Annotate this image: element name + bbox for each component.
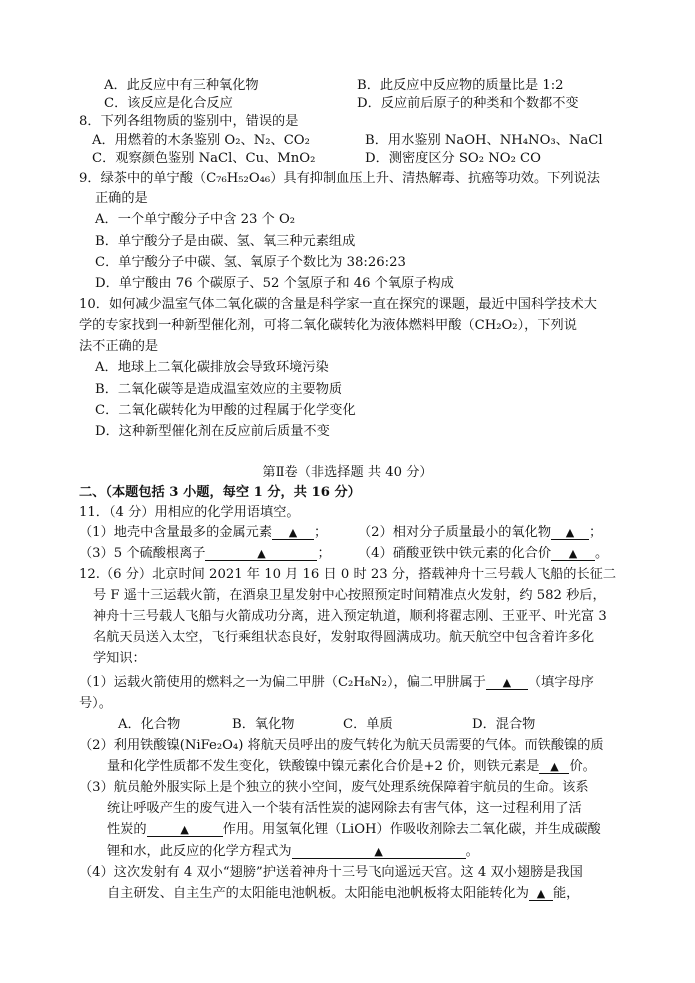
q7-option-b: B．此反应中反应物的质量比是 1:2 <box>357 78 564 93</box>
q11-answer-blank-1[interactable] <box>272 526 314 540</box>
q11-part2-text: （2）相对分子质量最小的氧化物 <box>358 525 552 540</box>
q12-sub4-line1: （4）这次发射有 4 双小“翅膀”护送着神舟十三号飞向遥远天宫。这 4 双小翅膀是我国 <box>79 865 583 880</box>
q12-option-a: A．化合物 <box>118 717 181 732</box>
q8-option-b: B．用水鉴别 NaOH、NH₄NO₃、NaCl <box>365 133 603 148</box>
q12-option-c: C．单质 <box>343 717 393 732</box>
q12-sub1-line2: 号）。 <box>79 696 112 711</box>
q12-line4: 名航天员送入太空，飞行乘组状态良好，发射取得圆满成功。航天航空中包含着许多化 <box>93 630 595 645</box>
q8-option-c: C．观察颜色鉴别 NaCl、Cu、MnO₂ <box>92 151 316 166</box>
q12-sub3-equation-text: 锂和水，此反应的化学方程式为 <box>107 844 292 859</box>
q10-stem-line3: 法不正确的是 <box>79 339 159 354</box>
q9-option-b: B．单宁酸分子是由碳、氢、氧三种元素组成 <box>95 234 356 249</box>
answer-triangle-icon: ▲ <box>180 823 189 836</box>
q9-option-a: A．一个单宁酸分子中含 23 个 O₂ <box>95 212 296 227</box>
q12-sub1-line1 <box>79 676 594 690</box>
section2-heading: 二、（本题包括 3 小题，每空 1 分，共 16 分） <box>79 485 361 500</box>
q12-option-d: D．混合物 <box>472 717 536 732</box>
q12-sub3-text: 性炭的 <box>107 822 147 837</box>
q12-sub1-text: （1）运载火箭使用的燃料之一为偏二甲肼（C₂H₈N₂），偏二甲肼属于 <box>79 675 486 690</box>
q7-option-d: D．反应前后原子的种类和个数都不变 <box>357 96 579 111</box>
answer-triangle-icon: ▲ <box>502 676 512 689</box>
answer-triangle-icon: ▲ <box>565 526 575 539</box>
q9-stem-line2: 正确的是 <box>95 191 148 206</box>
q12-sub4-text: 自主研发、自主生产的太阳能电池帆板。太阳能电池帆板将太阳能转化为 <box>107 886 529 901</box>
answer-triangle-icon: ▲ <box>257 547 266 560</box>
q12-line2: 号 F 遥十三运载火箭，在酒泉卫星发射中心按照预定时间精准点火发射，约 582 秒后， <box>93 588 606 603</box>
q12-sub4-line2 <box>107 887 579 901</box>
answer-triangle-icon: ▲ <box>288 526 298 539</box>
q9-stem-line1: 9．绿茶中的单宁酸（C₇₆H₅₂O₄₆）具有抑制血压上升、清热解毒、抗癌等功效。下列说法 <box>79 171 600 186</box>
q11-part1-text: （1）地壳中含量最多的金属元素 <box>79 525 273 540</box>
q11-part2-end: ； <box>589 525 603 540</box>
q12-answer-blank-4[interactable] <box>292 845 466 859</box>
q11-part4-text: （4）硝酸亚铁中铁元素的化合价 <box>358 546 552 561</box>
q11-answer-blank-3[interactable] <box>205 547 317 561</box>
q12-answer-blank-2[interactable] <box>539 760 569 774</box>
q11-part2 <box>358 526 602 540</box>
q7-option-c: C．该反应是化合反应 <box>104 96 233 111</box>
q10-option-d: D．这种新型催化剂在反应前后质量不变 <box>95 424 330 439</box>
q10-option-b: B．二氧化碳等是造成温室效应的主要物质 <box>95 382 343 397</box>
q12-sub2-end: 价。 <box>569 759 596 774</box>
q8-stem: 8．下列各组物质的鉴别中，错误的是 <box>79 114 299 129</box>
q12-answer-blank-5[interactable] <box>529 887 553 901</box>
q11-part3-text: （3）5 个硫酸根离子 <box>79 546 206 561</box>
q11-part3 <box>79 547 331 561</box>
q11-part1-end: ； <box>314 525 328 540</box>
q12-sub4-end: 能， <box>553 886 580 901</box>
q10-stem-line1: 10．如何减少温室气体二氧化碳的含量是科学家一直在探究的课题，最近中国科学技术大 <box>79 297 597 312</box>
q8-option-d: D．测密度区分 SO₂ NO₂ CO <box>365 151 541 166</box>
q12-sub3-tail: 作用。用氢氧化锂（LiOH）作吸收剂除去二氧化碳，并生成碳酸 <box>222 822 601 837</box>
q12-option-b: B．氧化物 <box>232 717 295 732</box>
q12-line1: 12.（6 分）北京时间 2021 年 10 月 16 日 0 时 23 分，搭载神舟十三号载人飞船的长征二 <box>79 567 617 582</box>
q12-sub3-line1: （3）航员舱外服实际上是个独立的狭小空间，废气处理系统保障着宇航员的生命。该系 <box>79 780 589 795</box>
q11-answer-blank-2[interactable] <box>551 526 589 540</box>
q11-part3-end: ； <box>317 546 331 561</box>
q8-option-a: A．用燃着的木条鉴别 O₂、N₂、CO₂ <box>92 133 310 148</box>
q11-part1 <box>79 526 327 540</box>
q12-answer-blank-1[interactable] <box>486 676 528 690</box>
q9-option-c: C．单宁酸分子中碳、氢、氧原子个数比为 38:26:23 <box>95 255 406 270</box>
answer-triangle-icon: ▲ <box>550 760 559 773</box>
q10-option-a: A．地球上二氧化碳排放会导致环境污染 <box>95 360 329 375</box>
q12-sub3-end: 。 <box>465 844 479 859</box>
q11-stem: 11．（4 分）用相应的化学用语填空。 <box>79 505 300 520</box>
q7-option-a: A．此反应中有三种氧化物 <box>104 78 259 93</box>
q11-part4-end: 。 <box>595 546 609 561</box>
answer-triangle-icon: ▲ <box>374 845 383 858</box>
q12-answer-blank-3[interactable] <box>147 823 223 837</box>
q12-sub2-text: 量和化学性质都不发生变化，铁酸镍中镍元素化合价是+2 价，则铁元素是 <box>107 759 540 774</box>
answer-triangle-icon: ▲ <box>568 547 578 560</box>
answer-triangle-icon: ▲ <box>536 887 546 900</box>
q12-line5: 学知识： <box>93 651 146 666</box>
q12-sub1-tail: （填字母序 <box>527 675 594 690</box>
q10-option-c: C．二氧化碳转化为甲酸的过程属于化学变化 <box>95 403 356 418</box>
q12-sub3-line2: 统让呼吸产生的废气进入一个装有活性炭的滤网除去有害气体，这一过程利用了活 <box>107 801 582 816</box>
q10-stem-line2: 学的专家找到一种新型催化剂，可将二氧化碳转化为液体燃料甲酸（CH₂O₂），下列说 <box>79 318 577 333</box>
q12-sub2-line1: （2）利用铁酸镍(NiFe₂O₄) 将航天员呼出的废气转化为航天员需要的气体。而铁酸镍的质 <box>79 738 604 753</box>
q12-line3: 神舟十三号载人飞船与火箭成功分离，进入预定轨道，顺利将翟志刚、王亚平、叶光富 3 <box>93 609 607 624</box>
q12-sub2-line2 <box>107 760 596 774</box>
q12-sub3-line3 <box>107 823 601 837</box>
q11-part4 <box>358 547 608 561</box>
q9-option-d: D．单宁酸由 76 个碳原子、52 个氢原子和 46 个氧原子构成 <box>95 276 454 291</box>
q12-sub3-line4 <box>107 845 479 859</box>
part2-title: 第Ⅱ卷（非选择题 共 40 分） <box>262 465 433 480</box>
q11-answer-blank-4[interactable] <box>551 547 595 561</box>
